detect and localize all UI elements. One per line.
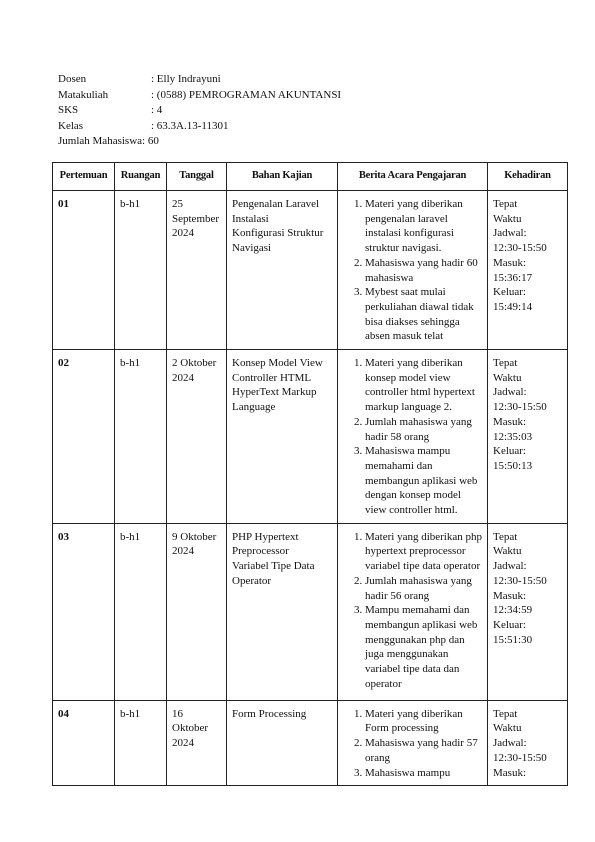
bahan-line: Konfigurasi Struktur <box>232 227 324 240</box>
kehadiran-line: Tepat <box>493 530 518 543</box>
table-row <box>53 700 568 786</box>
berita-item: 2. Jumlah mahasiswa yang hadir 58 orang <box>365 415 482 444</box>
kehadiran-line: Jadwal: <box>493 737 527 750</box>
kehadiran-line: 12:30-15:50 <box>493 401 547 414</box>
berita-item: 2. Mahasiswa yang hadir 57 orang <box>365 736 482 765</box>
tanggal-line: 2024 <box>172 371 194 384</box>
kehadiran-line: Waktu <box>493 722 522 735</box>
kehadiran-line: Jadwal: <box>493 560 527 573</box>
cell-kehadiran <box>488 523 568 700</box>
jumlah-value: : 60 <box>142 135 159 147</box>
cell-pertemuan: 02 <box>53 350 115 524</box>
bahan-line: Pengenalan Laravel <box>232 198 320 210</box>
bahan-line: Konsep Model View <box>232 357 323 370</box>
tanggal-line: 2024 <box>172 227 194 240</box>
kelas-value: : 63.3A.13-11301 <box>151 119 229 132</box>
matakuliah-value: : (0588) PEMROGRAMAN AKUNTANSI <box>151 88 342 101</box>
sks-label: SKS <box>58 104 79 116</box>
kehadiran-line: Tepat <box>493 707 518 720</box>
kelas-label: Kelas <box>58 119 84 132</box>
tanggal-line: 2024 <box>172 545 194 558</box>
berita-item: 3. Mahasiswa mampu <box>365 766 482 781</box>
cell-berita-acara <box>338 350 488 524</box>
bahan-line: HyperText Markup <box>232 386 317 399</box>
matakuliah-label: Matakuliah <box>58 88 109 101</box>
dosen-label: Dosen <box>58 73 87 85</box>
cell-ruangan: b-h1 <box>115 350 167 524</box>
bahan-line: Operator <box>232 574 272 587</box>
kehadiran-line: Masuk: <box>493 589 526 602</box>
column-header-kehadiran: Kehadiran <box>488 163 568 191</box>
cell-bahan-kajian <box>227 700 338 786</box>
info-row-sks <box>58 103 341 119</box>
kehadiran-line: Waktu <box>493 545 522 558</box>
berita-item: 1. Materi yang diberikan Form processing <box>365 707 482 736</box>
column-header-tanggal: Tanggal <box>167 163 227 191</box>
kehadiran-line: 15:51:30 <box>493 633 533 646</box>
cell-berita-acara <box>338 700 488 786</box>
table-row <box>53 523 568 700</box>
kehadiran-line: Jadwal: <box>493 386 527 399</box>
table-row <box>53 350 568 524</box>
bahan-line: Language <box>232 401 276 414</box>
tanggal-line: September <box>172 212 220 225</box>
bahan-line: Variabel Tipe Data <box>232 560 315 573</box>
sks-value: : 4 <box>151 104 163 116</box>
info-row-dosen <box>58 72 341 88</box>
info-row-jumlah <box>58 134 341 150</box>
kehadiran-line: Keluar: <box>493 286 526 299</box>
column-header-pertemuan: Pertemuan <box>53 163 115 191</box>
kehadiran-line: 12:30-15:50 <box>493 751 547 764</box>
tanggal-line: 2 Oktober <box>172 357 217 370</box>
kehadiran-line: 12:30-15:50 <box>493 242 547 255</box>
cell-tanggal <box>167 523 227 700</box>
info-row-matakuliah <box>58 88 341 104</box>
table-header-row <box>53 163 568 191</box>
info-row-kelas <box>58 119 341 135</box>
kehadiran-line: 12:30-15:50 <box>493 574 547 587</box>
cell-tanggal <box>167 350 227 524</box>
cell-tanggal <box>167 191 227 350</box>
berita-item: 3. Mahasiswa mampu memahami dan membangun aplikasi web dengan konsep model view controller html. <box>365 444 482 518</box>
cell-ruangan: b-h1 <box>115 191 167 350</box>
tanggal-line: Oktober <box>172 722 209 735</box>
berita-item: 3. Mampu memahami dan membangun aplikasi web menggunakan php dan juga menggunakan variabel tipe data dan operator <box>365 603 482 691</box>
bahan-line: PHP Hypertext <box>232 530 299 543</box>
cell-bahan-kajian <box>227 523 338 700</box>
cell-bahan-kajian <box>227 191 338 350</box>
bahan-line: Form Processing <box>232 707 307 720</box>
course-info <box>58 72 341 150</box>
cell-kehadiran <box>488 350 568 524</box>
kehadiran-line: 15:49:14 <box>493 300 533 313</box>
kehadiran-line: Keluar: <box>493 618 526 631</box>
berita-list <box>343 707 482 781</box>
kehadiran-line: 15:50:13 <box>493 459 533 472</box>
cell-pertemuan: 04 <box>53 700 115 786</box>
cell-kehadiran <box>488 700 568 786</box>
kehadiran-line: Waktu <box>493 371 522 384</box>
tanggal-line: 25 <box>172 198 183 210</box>
cell-pertemuan: 03 <box>53 523 115 700</box>
jumlah-label: Jumlah Mahasiswa <box>58 135 143 147</box>
cell-bahan-kajian <box>227 350 338 524</box>
kehadiran-line: Keluar: <box>493 445 526 458</box>
table-row <box>53 191 568 350</box>
dosen-value: : Elly Indrayuni <box>151 73 221 85</box>
cell-tanggal <box>167 700 227 786</box>
column-header-berita-acara: Berita Acara Pengajaran <box>338 163 488 191</box>
berita-item: 2. Jumlah mahasiswa yang hadir 56 orang <box>365 574 482 603</box>
cell-pertemuan: 01 <box>53 191 115 350</box>
berita-item: 1. Materi yang diberikan pengenalan laravel instalasi konfigurasi struktur navigasi. <box>365 197 482 256</box>
tanggal-line: 9 Oktober <box>172 530 217 543</box>
berita-list <box>343 530 482 692</box>
bahan-line: Controller HTML <box>232 371 312 384</box>
bahan-line: Navigasi <box>232 242 272 255</box>
tanggal-line: 2024 <box>172 737 194 750</box>
kehadiran-line: Masuk: <box>493 415 526 428</box>
berita-item: 1. Materi yang diberikan konsep model view controller html hypertext markup language 2. <box>365 356 482 415</box>
cell-ruangan: b-h1 <box>115 700 167 786</box>
cell-kehadiran <box>488 191 568 350</box>
bahan-line: Preprocessor <box>232 545 289 558</box>
kehadiran-line: 12:34:59 <box>493 604 533 617</box>
cell-ruangan: b-h1 <box>115 523 167 700</box>
column-header-ruangan: Ruangan <box>115 163 167 191</box>
kehadiran-line: Jadwal: <box>493 227 527 240</box>
kehadiran-line: Tepat <box>493 198 518 210</box>
kehadiran-line: Waktu <box>493 212 522 225</box>
kehadiran-line: 12:35:03 <box>493 430 533 443</box>
schedule-table <box>52 162 568 786</box>
kehadiran-line: 15:36:17 <box>493 271 533 284</box>
kehadiran-line: Tepat <box>493 357 518 370</box>
berita-list <box>343 197 482 344</box>
tanggal-line: 16 <box>172 707 183 720</box>
cell-berita-acara <box>338 191 488 350</box>
berita-list <box>343 356 482 518</box>
berita-item: 2. Mahasiswa yang hadir 60 mahasiswa <box>365 256 482 285</box>
berita-item: 1. Materi yang diberikan php hypertext preprocessor variabel tipe data operator <box>365 530 482 574</box>
kehadiran-line: Masuk: <box>493 766 526 779</box>
cell-berita-acara <box>338 523 488 700</box>
berita-item: 3. Mybest saat mulai perkuliahan diawal tidak bisa diakses sehingga absen masuk telat <box>365 285 482 344</box>
kehadiran-line: Masuk: <box>493 256 526 269</box>
column-header-bahan-kajian: Bahan Kajian <box>227 163 338 191</box>
bahan-line: Instalasi <box>232 212 269 225</box>
